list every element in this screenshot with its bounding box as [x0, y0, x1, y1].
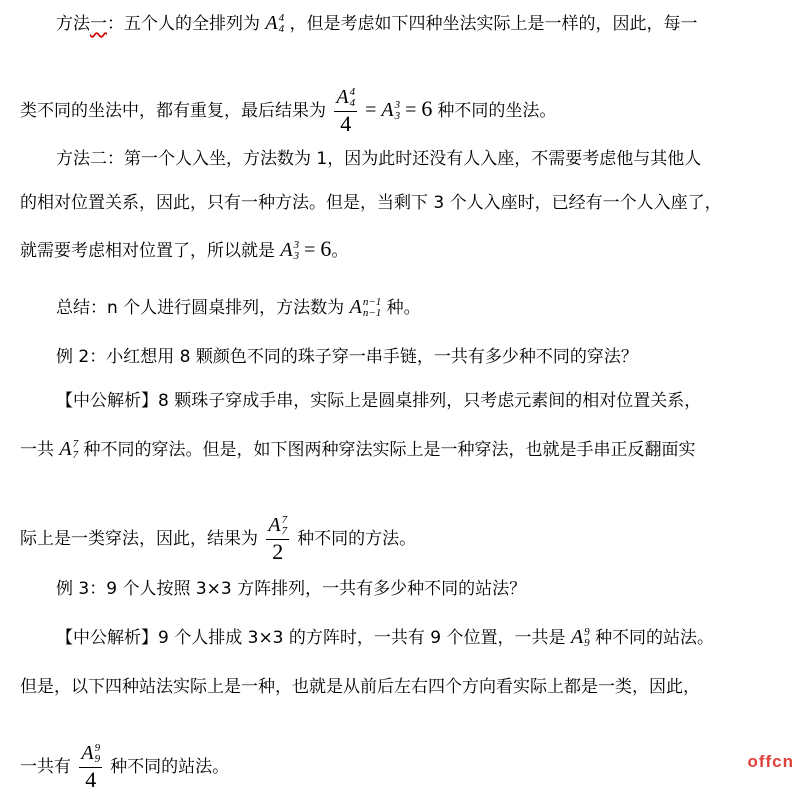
fraction: A 4 4 4 — [336, 86, 356, 137]
method1-line2 — [20, 86, 794, 136]
text: 种不同的坐法。 — [437, 100, 557, 121]
text: 。 — [331, 241, 349, 261]
perm-a77: A 7 7 — [59, 438, 79, 462]
text: 种。 — [386, 298, 421, 318]
text: ，但是考虑如下四种坐法实际上是一样的，因此，每一 — [289, 14, 698, 34]
example3-line3 — [20, 742, 794, 792]
perm-summary: A n−1 n−1 — [349, 296, 382, 320]
perm-a99: A 9 9 — [570, 626, 590, 650]
formula-example3 — [76, 742, 110, 792]
example2-question: 例 2：小红想用 8 颗颜色不同的珠子穿一串手链，一共有多少种不同的穿法？ — [56, 347, 638, 367]
offcn-watermark-logo: offcn — [747, 752, 794, 771]
text: 总结：n 个人进行圆桌排列，方法数为 — [56, 298, 345, 318]
method2-line1: 方法二：第一个人入坐，方法数为 1，因为此时还没有人入座，不需要考虑他与其他人 — [56, 149, 702, 169]
method2-line3 — [20, 238, 794, 262]
text: 种不同的站法。 — [110, 756, 230, 777]
method1-label: 方法 — [56, 14, 90, 34]
example3-question: 例 3：9 个人按照 3×3 方阵排列，一共有多少种不同的站法？ — [56, 579, 527, 599]
perm-a44: A 4 4 — [265, 12, 285, 36]
text: 际上是一类穿法，因此，结果为 — [20, 528, 258, 549]
text: 一共 — [20, 440, 54, 460]
example2-line3 — [20, 514, 794, 564]
fraction: A 9 9 4 — [81, 742, 101, 792]
text: 一共有 — [20, 756, 71, 777]
text: 种不同的方法。 — [297, 528, 417, 549]
method2-line2: 的相对位置关系，因此，只有一种方法。但是，当剩下 3 个人入座时，已经有一个人入座了， — [20, 193, 722, 213]
fraction: A 7 7 2 — [268, 514, 288, 565]
example3-line2: 但是，以下四种站法实际上是一种，也就是从前后左右四个方向看实际上都是一类，因此， — [20, 677, 700, 697]
text: ：五个人的全排列为 — [107, 14, 260, 34]
formula-method1: A 4 4 4 = A 3 3 = 6 — [336, 86, 433, 137]
formula-example2 — [263, 514, 297, 565]
method1-line1 — [56, 12, 794, 35]
text: 【中公解析】9 个人排成 3×3 的方阵时，一共有 9 个位置，一共是 — [56, 628, 566, 648]
text: 类不同的坐法中，都有重复，最后结果为 — [20, 100, 326, 121]
text: 就需要考虑相对位置了，所以就是 — [20, 241, 275, 261]
example3-line1 — [56, 626, 794, 649]
example2-line2 — [20, 438, 794, 461]
method1-label-wavy: 一 — [90, 14, 107, 34]
formula-method2: A 3 3 = 6 — [280, 236, 332, 263]
text: 种不同的穿法。但是，如下图两种穿法实际上是一种穿法，也就是手串正反翻面实 — [83, 440, 696, 460]
summary-line — [56, 296, 794, 319]
text: 种不同的站法。 — [595, 628, 715, 648]
example2-line1: 【中公解析】8 颗珠子穿成手串，实际上是圆桌排列，只考虑元素间的相对位置关系， — [56, 391, 702, 411]
